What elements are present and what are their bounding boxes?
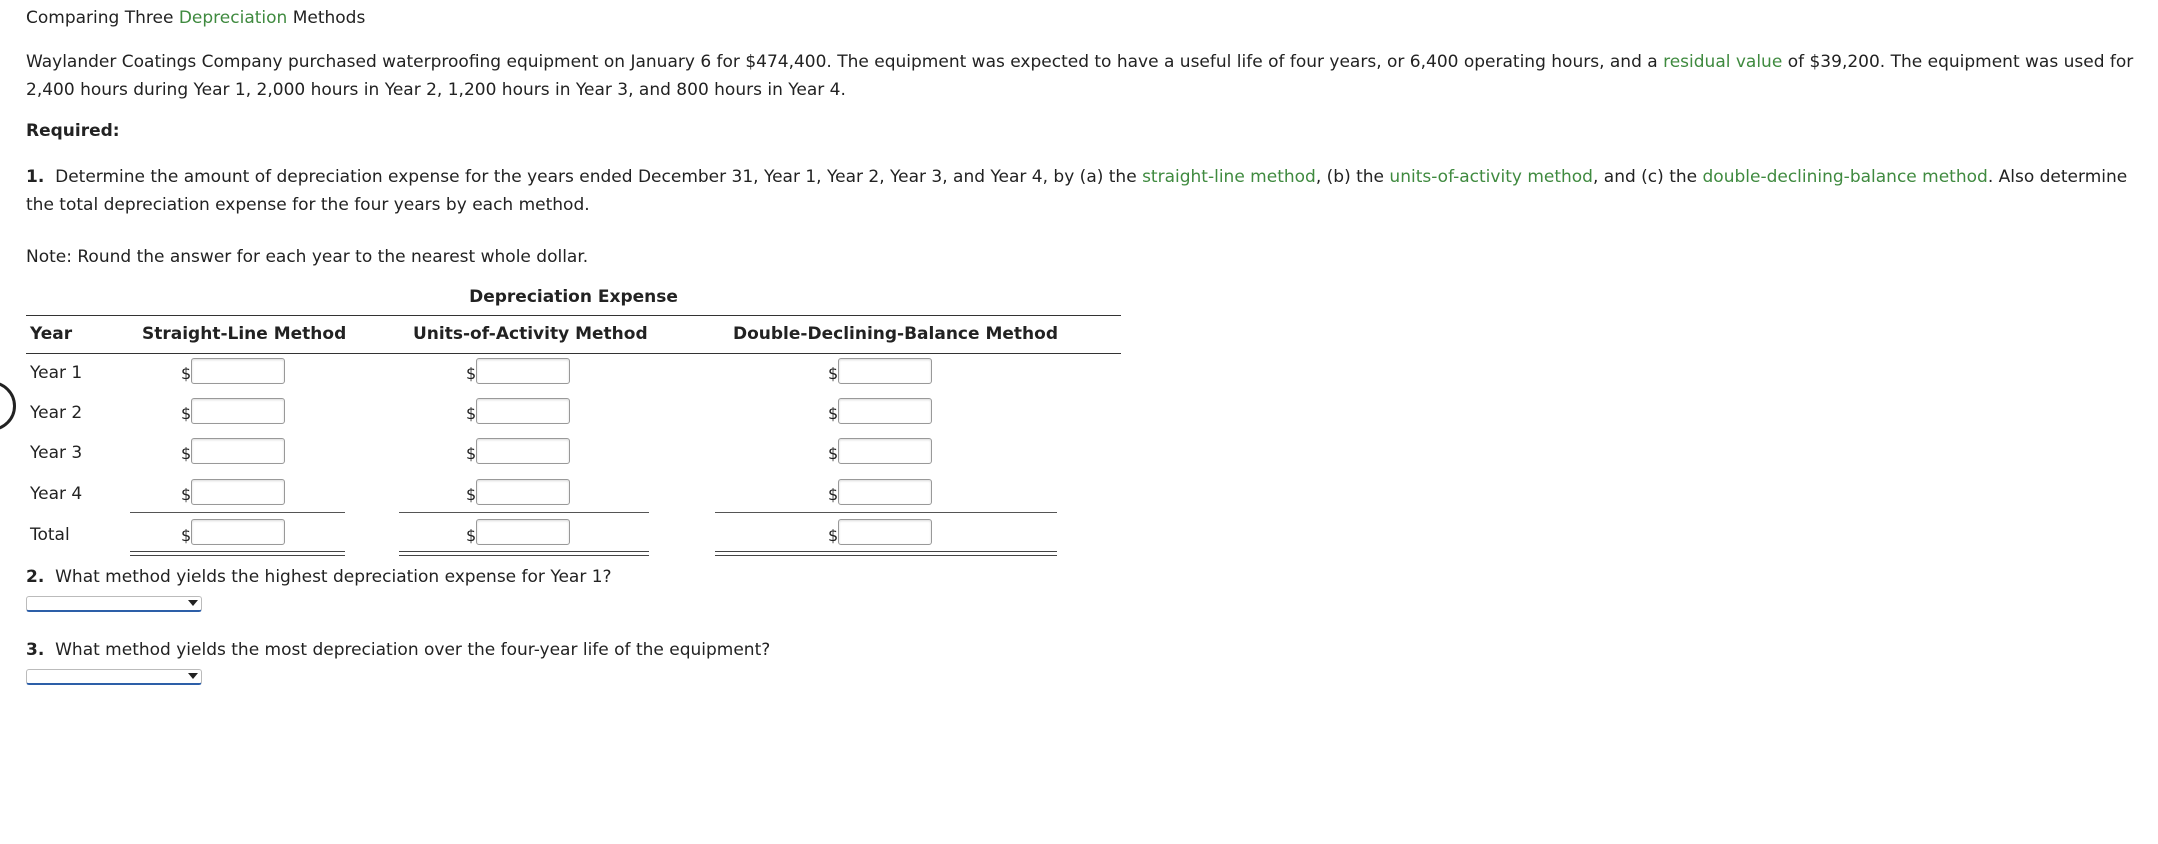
glossary-link-units-of-activity[interactable]: units-of-activity method — [1389, 167, 1593, 187]
problem-intro — [26, 48, 2146, 104]
input-ddb-total[interactable] — [838, 519, 932, 545]
input-sl-year-3[interactable] — [191, 438, 285, 464]
subtotal-rule-sl — [130, 512, 345, 513]
question-3-number: 3. — [26, 640, 45, 660]
title-prefix: Comparing Three — [26, 8, 179, 28]
input-ddb-year-1[interactable] — [838, 358, 932, 384]
total-double-rule-ua — [399, 551, 649, 556]
side-handle[interactable] — [0, 381, 16, 431]
input-ddb-year-3[interactable] — [838, 438, 932, 464]
subtotal-rule-ddb — [715, 512, 1057, 513]
currency-sign: $ — [466, 526, 477, 545]
currency-sign: $ — [466, 444, 477, 463]
row-label-year-4: Year 4 — [30, 484, 83, 504]
input-sl-year-4[interactable] — [191, 479, 285, 505]
question-3-select[interactable] — [26, 669, 202, 685]
currency-sign: $ — [828, 404, 839, 423]
row-label-year-3: Year 3 — [30, 443, 83, 463]
currency-sign: $ — [181, 364, 192, 383]
input-ddb-year-2[interactable] — [838, 398, 932, 424]
currency-sign: $ — [828, 526, 839, 545]
header-units-of-activity: Units-of-Activity Method — [413, 324, 648, 344]
currency-sign: $ — [466, 485, 477, 504]
total-double-rule-sl — [130, 551, 345, 556]
question-2-select[interactable] — [26, 596, 202, 612]
currency-sign: $ — [181, 526, 192, 545]
input-sl-year-1[interactable] — [191, 358, 285, 384]
glossary-link-ddb[interactable]: double-declining-balance method — [1702, 167, 1988, 187]
glossary-link-residual-value[interactable]: residual value — [1663, 52, 1783, 72]
row-label-year-2: Year 2 — [30, 403, 83, 423]
row-label-total: Total — [30, 525, 70, 545]
currency-sign: $ — [828, 364, 839, 383]
currency-sign: $ — [828, 444, 839, 463]
page-title — [26, 8, 365, 28]
currency-sign: $ — [466, 364, 477, 383]
total-double-rule-ddb — [715, 551, 1057, 556]
header-straight-line: Straight-Line Method — [142, 324, 347, 344]
currency-sign: $ — [181, 485, 192, 504]
intro-text-1: Waylander Coatings Company purchased waterproofing equipment on January 6 for $474,400. The equipment was expected to have a useful life of four years, or 6,400 operating hours, and a — [26, 52, 1664, 72]
input-ua-year-4[interactable] — [476, 479, 570, 505]
required-label: Required: — [26, 121, 120, 141]
chevron-down-icon — [188, 673, 198, 679]
input-ua-year-3[interactable] — [476, 438, 570, 464]
header-year: Year — [30, 324, 73, 344]
glossary-link-straight-line[interactable]: straight-line method — [1142, 167, 1316, 187]
table-top-rule — [26, 315, 1121, 316]
question-3 — [26, 640, 770, 660]
rounding-note: Note: Round the answer for each year to the nearest whole dollar. — [26, 247, 589, 267]
question-1-text-b: , (b) the — [1315, 167, 1390, 187]
title-suffix: Methods — [287, 8, 366, 28]
question-1 — [26, 163, 2146, 219]
subtotal-rule-ua — [399, 512, 649, 513]
input-ua-year-2[interactable] — [476, 398, 570, 424]
intro-text-2: of $39,200. The equipment was used for 2,400 hours during Year 1, 2,000 hours in Year 2, 1,200 hours in Year 3, and 800 hours in Year 4. — [26, 52, 2134, 100]
currency-sign: $ — [181, 444, 192, 463]
question-1-number: 1. — [26, 167, 45, 187]
header-bottom-rule — [26, 353, 1121, 354]
input-sl-total[interactable] — [191, 519, 285, 545]
question-1-text-d: . Also determine the total depreciation expense for the four years by each method. — [26, 167, 2128, 215]
currency-sign: $ — [181, 404, 192, 423]
currency-sign: $ — [466, 404, 477, 423]
row-label-year-1: Year 1 — [30, 363, 83, 383]
glossary-link-depreciation[interactable]: Depreciation — [178, 8, 288, 28]
input-ua-year-1[interactable] — [476, 358, 570, 384]
question-2 — [26, 567, 612, 587]
question-3-text: What method yields the most depreciation over the four-year life of the equipment? — [55, 640, 771, 660]
currency-sign: $ — [828, 485, 839, 504]
question-1-text-c: , and (c) the — [1592, 167, 1703, 187]
input-ua-total[interactable] — [476, 519, 570, 545]
table-title: Depreciation Expense — [469, 287, 678, 307]
question-2-text: What method yields the highest depreciation expense for Year 1? — [55, 567, 612, 587]
input-ddb-year-4[interactable] — [838, 479, 932, 505]
input-sl-year-2[interactable] — [191, 398, 285, 424]
question-2-number: 2. — [26, 567, 45, 587]
chevron-down-icon — [188, 600, 198, 606]
header-ddb: Double-Declining-Balance Method — [733, 324, 1058, 344]
question-1-text-a: Determine the amount of depreciation expense for the years ended December 31, Year 1, Year 2, Year 3, and Year 4, by (a) the — [55, 167, 1143, 187]
